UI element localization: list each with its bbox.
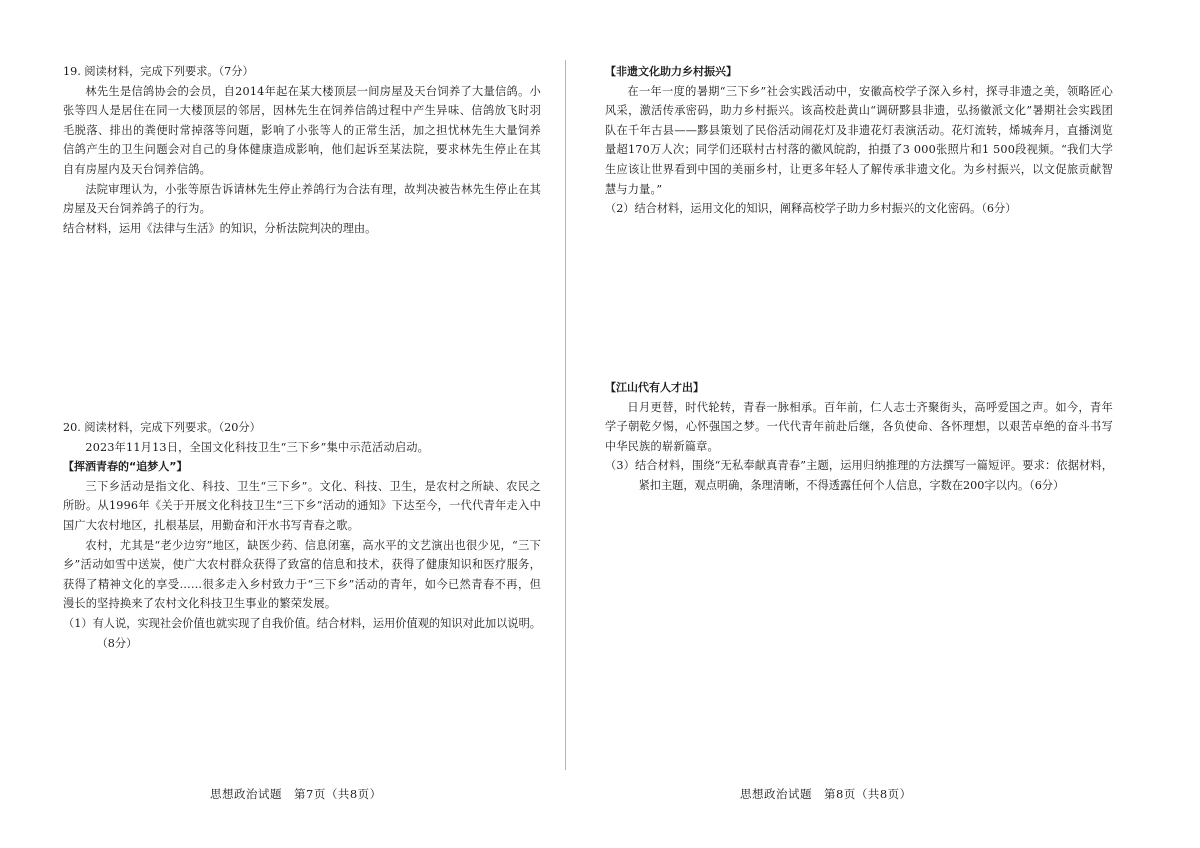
question-19-title: 19. 阅读材料，完成下列要求。（7分） — [63, 65, 254, 78]
question-20-title: 20. 阅读材料，完成下列要求。（20分） — [63, 421, 261, 434]
question-20-material-4: 日月更替，时代轮转，青春一脉相承。百年前，仁人志士齐聚街头，高呼爱国之声。如今，青年学子朝乾夕惕，心怀强国之梦。一代代青年前赴后继，各负使命、各怀理想，以艰苦卓绝的奋斗书写中华民族的崭新篇章。 — [605, 400, 1113, 453]
page-7 — [0, 0, 575, 848]
question-20-material-1: 三下乡活动是指文化、科技、卫生“三下乡”。文化、科技、卫生，是农村之所缺、农民之所盼。从1996年《关于开展文化科技卫生“三下乡”活动的通知》下达至今，一代代青年走入中国广大农村地区，扎根基层，用勤奋和汗水书写青春之歌。 — [63, 479, 541, 532]
section-heading-dream-chasers: 【挥洒青春的“追梦人”】 — [63, 460, 188, 474]
question-19-material-1: 林先生是信鸽协会的会员，自2014年起在某大楼顶层一间房屋及天台饲养了大量信鸽。小张等四人是居住在同一大楼顶层的邻居，因林先生在饲养信鸽过程中产生异味、信鸽放飞时羽毛脱落、排出的粪便时常掉落等问题，影响了小张等人的正常生活，加之担忧林先生大量饲养信鸽产生的卫生问题会对自己的身体健康造成影响，他们起诉至某法院，要求林先生停止在其自有房屋内及天台饲养信鸽。 — [63, 84, 541, 176]
question-19 — [63, 62, 541, 238]
question-20-material-3: 在一年一度的暑期“三下乡”社会实践活动中，安徽高校学子深入乡村，探寻非遗之美，领略匠心风采，激活传承密码，助力乡村振兴。该高校赴黄山“调研黟县非遗，弘扬徽派文化”暑期社会实践团队在千年古县——黟县策划了民俗活动闹花灯及非遗花灯表演活动。花灯流转，烯城奔月，直播浏览量超170万人次；同学们还联村古村落的徽风皖韵，拍摄了3 000张照片和1 500段视频。“我们大学生应该让世界看到中国的美丽乡村，让更多年轻人了解传承非遗文化。为乡村振兴，以文促旅贡献智慧与力量。” — [605, 84, 1113, 196]
question-20-sub-3: （3）结合材料，围绕“无私奉献真青春”主题，运用归纳推理的方法撰写一篇短评。要求：依据材料，紧扣主题，观点明确，条理清晰，不得透露任何个人信息，字数在200字以内。（6分） — [605, 459, 1113, 492]
section-heading-talents: 【江山代有人才出】 — [605, 381, 704, 394]
page-footer: 思想政治试题 第8页（共8页） — [740, 787, 912, 801]
question-20 — [63, 418, 541, 653]
question-20-intro: 2023年11月13日，全国文化科技卫生“三下乡”集中示范活动启动。 — [85, 440, 430, 454]
question-20-part-3 — [605, 378, 1113, 496]
question-20-sub-1: （1）有人说，实现社会价值也就实现了自我价值。结合材料，运用价值观的知识对此加以说明。（8分） — [63, 616, 541, 650]
question-19-requirement: 结合材料，运用《法律与生活》的知识，分析法院判决的理由。 — [63, 221, 377, 235]
page-8 — [575, 0, 1200, 848]
question-20-sub-2: （2）结合材料，运用文化的知识，阐释高校学子助力乡村振兴的文化密码。（6分） — [605, 202, 1017, 216]
page-divider — [565, 60, 566, 770]
question-19-material-2: 法院审理认为，小张等原告诉请林先生停止养鸽行为合法有理，故判决被告林先生停止在其房屋及天台饲养鸽子的行为。 — [63, 182, 541, 216]
page-footer: 思想政治试题 第7页（共8页） — [210, 787, 382, 801]
question-20-part-2 — [605, 62, 1113, 219]
question-20-material-2: 农村，尤其是“老少边穷”地区，缺医少药、信息闭塞，高水平的文艺演出也很少见，“三下乡”活动如雪中送炭，使广大农村群众获得了致富的信息和技术，获得了健康知识和医疗服务，获得了精神文化的享受……很多走入乡村致力于“三下乡”活动的青年，如今已然青春不再，但漫长的坚持换来了农村文化科技卫生事业的繁荣发展。 — [63, 538, 541, 611]
section-heading-intangible-heritage: 【非遗文化助力乡村振兴】 — [605, 65, 737, 78]
